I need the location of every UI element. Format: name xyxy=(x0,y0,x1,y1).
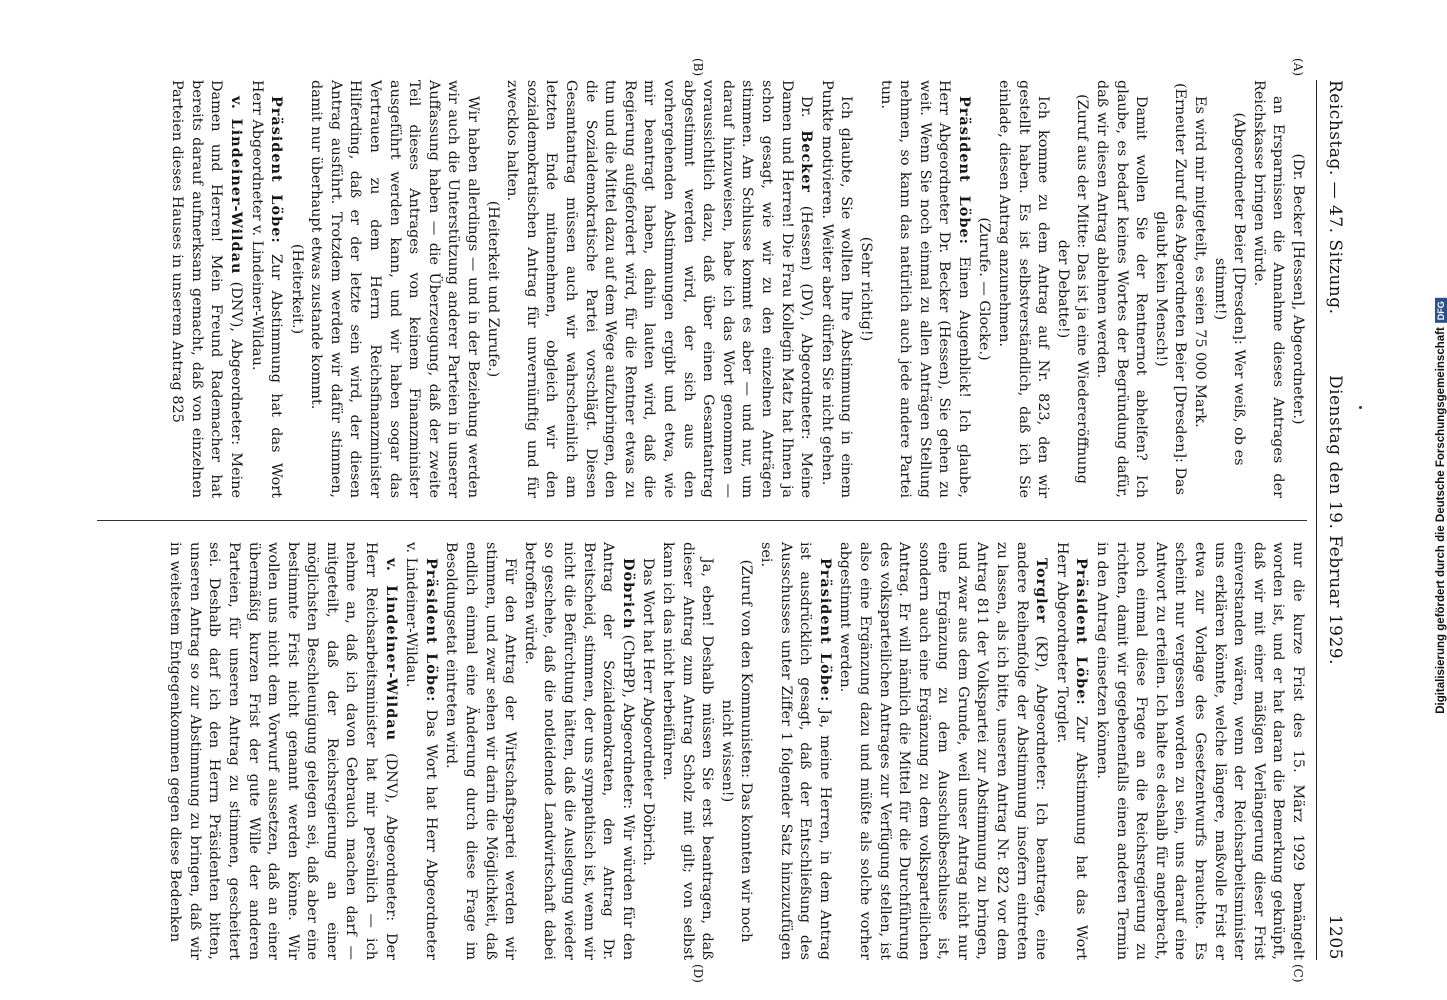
speaker-name: Präsident Löbe: xyxy=(955,96,973,245)
paragraph-text: Das Wort hat Herr Abgeordneter Döbrich. xyxy=(640,558,657,866)
speaker-name: Becker xyxy=(798,130,816,193)
paragraph xyxy=(519,542,638,960)
paragraph-text: Ich glaubte, Sie wollten Ihre Abstimmung in einem Punkte motivieren. Weiter aber dürfen Sie nicht gehen. xyxy=(818,80,855,498)
interjection xyxy=(1052,80,1091,498)
paragraph-text: (DNV), Abgeordneter: Der Herr Reichsarbeitsminister hat mir persönlich — ich nehme an, daß ich davon Gebrauch machen darf — mitgeteilt, daß der Reichsregierung an einer möglichsten Beschleunigung gelegen sei, daß aber eine bestimmte Frist nicht genannt werden könne. Wir wollen uns nicht dem Vorwurf aussetzen, daß an einer übermäßig kurzen Frist der gute Wille der anderen Parteien, für unseren Antrag zu stimmen, gescheitert sei. Deshalb darf ich den Herrn Präsidenten bitten, unseren Antrag so zur Abstimmung zu bringen, daß wir in weitestem Entgegenkommen gegen diese Bedenken xyxy=(167,542,399,960)
paragraph-text: Zur Abstimmung hat das Wort Herr Abgeordneter Torgler. xyxy=(1053,542,1090,960)
digitization-note xyxy=(1435,298,1447,714)
paragraph xyxy=(657,542,716,960)
paragraph xyxy=(638,542,658,960)
paragraph-text: Das Wort hat Herr Abgeordneter v. Lindeiner-Wildau. xyxy=(403,542,439,960)
paragraph xyxy=(1091,542,1307,960)
paragraph-text: (ChrBP), Abgeordneter: Wir würden für den Antrag der Sozialdemokraten, den Antrag Dr. Breitscheid, stimmen, der uns sympathisch ist, wenn wir nicht die Befürchtung hätten, daß die Auslegung wieder so geschehe, daß die notleidende Landwirtschaft dabei betroffen würde. xyxy=(521,542,636,960)
paragraph-text: (Zuruf aus der Mitte: Das ist ja eine Wiedereröffnung der Debatte!) xyxy=(1054,94,1091,484)
paragraph-text: Ich komme zu dem Antrag auf Nr. 823, den wir gestellt haben. Es ist selbstverständlich, daß ich Sie einlade, diesen Antrag anzunehmen. xyxy=(996,80,1052,498)
interjection xyxy=(1150,80,1189,498)
paragraph-text: (Abgeordneter Beier [Dresden]: Wer weiß, ob es stimmt!) xyxy=(1211,112,1248,466)
paragraph-text: Wir haben allerdings — und in der Beziehung werden wir auch die Unterstützung anderer Parteien in unserer Auffassung haben — die Überzeugung, daß der zweite Teil dieses Antrages von keinem Finanzminister ausgeführt werden kann, und wir haben sogar das Vertrauen zu dem Herrn Reichsfinanzminister Hilferding, daß er der letzte sein wird, der diesen Antrag ausführt. Trotzdem werden wir dafür stimmen, damit nur überhaupt etwas zustande kommt. xyxy=(308,80,482,498)
paragraph-text: (Dr. Becker [Hessen], Abgeordneter.) xyxy=(1290,153,1306,425)
header-rule xyxy=(1316,80,1317,960)
paragraph-text: nur die kurze Frist des 15. März 1929 bemängelt worden ist, und er hat daran die Bemerkung geknüpft, daß wir mit einer mäßigen Verlängerung dieser Frist einverstanden wären, wenn der Reichsarbeitsminister uns erklären könnte, welche längere, maßvolle Frist er etwa zur Vorlage des Gesetzentwurfs brauchte. Es scheint nur vergessen worden zu sein, uns darauf eine Antwort zu erteilen. Ich halte es deshalb für angebracht, noch einmal diese Frage an die Reichsregierung zu richten, damit wir gegebenenfalls einen anderen Termin in den Antrag einsetzen können. xyxy=(1094,542,1306,960)
paragraph-text: (KP), Abgeordneter: Ich beantrage, eine andere Reihenfolge der Abstimmung insofern eintreten zu lassen, als ich bitte, unseren Antrag Nr. 822 vor dem Antrag 811 der Volkspartei zur Abstimmung zu bringen, und zwar aus dem Grunde, weil unser Antrag nicht nur eine Ergänzung zu dem Ausschußbeschlusse ist, sondern auch eine Ergänzung zu dem volksparteilichen Antrag. Er will nämlich die Mittel für die Durchführung des volksparteilichen Antrages zur Verfügung stellen, ist also eine Ergänzung dazu und müßte als solche vorher abgestimmt werden. xyxy=(837,542,1050,960)
page-header xyxy=(1319,80,1345,960)
speaker-name: Präsident Löbe: xyxy=(422,558,440,703)
interjection xyxy=(1209,80,1248,498)
paragraph-text: Zur Abstimmung hat das Wort Herr Abgeordneter v. Lindeiner-Wildau. xyxy=(248,80,285,498)
paragraph-text: Damit wollen Sie der Rentnernot abhelfen? Ich glaube, es bedarf keines Wortes der Begründung dafür, daß wir diesen Antrag ablehnen werden. xyxy=(1094,80,1150,498)
speaker-name: v. Lindeiner-Wildau xyxy=(227,96,245,275)
paragraph xyxy=(502,80,817,498)
paragraph-text: Einen Augenblick! Ich glaube, Herr Abgeordneter Dr. Becker (Hessen), Sie gehen zu weit. Wenn Sie noch einmal zu allen Anträgen Stellung nehmen, so kann das natürlich auch jede andere Partei tun. xyxy=(877,80,972,498)
margin-marker-b: (B) xyxy=(691,58,705,77)
paragraph-text: Für den Antrag der Wirtschaftspartei werden wir stimmen, und zwar sehen wir darin die Möglichkeit, daß endlich einmal eine Änderung durch diese Frage im Besoldungsetat eintreten wird. xyxy=(443,542,519,960)
paragraph xyxy=(816,80,855,498)
paragraph-text: Ja, meine Herren, in dem Antrag ist ausdrücklich gesagt, daß der Entschließung des Ausschusses unter Ziffer 1 folgender Satz hinzuzufügen sei. xyxy=(757,542,833,960)
paragraph xyxy=(1189,80,1209,498)
paragraph-text: (Sehr richtig!) xyxy=(857,236,874,342)
digitization-text: Digitalisierung gefördert durch die Deutsche Forschungsgemeinschaft xyxy=(1435,327,1447,714)
paragraph xyxy=(994,80,1053,498)
paragraph-text: (Zuruf von den Kommunisten: Das konnten wir noch nicht wissen!) xyxy=(718,559,755,943)
paragraph-text: Ja, eben! Deshalb müssen Sie erst beantragen, daß dieser Antrag zum Antrag Scholz mit gilt; von selbst kann ich das nicht herbeiführen. xyxy=(660,542,716,960)
paragraph xyxy=(306,80,482,498)
paragraph xyxy=(401,542,441,960)
paragraph-text: (DNV), Abgeordneter: Meine Damen und Herren! Mein Freund Rademacher hat bereits darauf aufmerksam gemacht, daß von einzelnen Parteien dieses Hauses in unserem Antrag 825 xyxy=(169,80,244,498)
paragraph xyxy=(1248,80,1287,498)
interjection xyxy=(482,80,502,498)
paragraph-text: (Heiterkeit und Zurufe.) xyxy=(484,200,501,378)
paragraph-text: (Erneuter Zuruf des Abgeordneten Beier [Dresden]: Das glaubt kein Mensch!) xyxy=(1152,83,1189,495)
left-column xyxy=(92,80,1307,498)
paragraph xyxy=(441,542,519,960)
paragraph-text: Es wird mir mitgeteilt, es seien 75 000 Mark. xyxy=(1192,96,1209,428)
margin-marker-c: (C) xyxy=(1291,964,1305,983)
margin-marker-a: (A) xyxy=(1291,58,1305,77)
interjection xyxy=(716,542,755,960)
paragraph-text: (Zurufe. — Glocke.) xyxy=(976,217,993,361)
paragraph-text: (Heiterkeit.) xyxy=(288,243,305,335)
header-left: Reichstag. — 47. Sitzung. xyxy=(1325,80,1345,315)
header-date: Dienstag den 19. Februar 1929. xyxy=(1325,374,1345,665)
paragraph xyxy=(246,80,286,498)
speaker-name: Präsident Löbe: xyxy=(1073,558,1091,706)
dfg-logo: DFG xyxy=(1435,298,1447,323)
paragraph xyxy=(1091,80,1150,498)
paragraph-text: an Ersparnissen die Annahme dieses Antrages der Reichskasse bringen würde. xyxy=(1250,80,1287,498)
paragraph xyxy=(1051,542,1091,960)
speaker-name: Döbrich xyxy=(619,558,637,630)
paragraph xyxy=(167,80,246,498)
paragraph xyxy=(835,542,1052,960)
interjection xyxy=(286,80,306,498)
speaker-name: v. Lindeiner-Wildau xyxy=(382,558,400,742)
speaker-name: Torgler xyxy=(1033,558,1051,624)
speaker-name: Präsident Löbe: xyxy=(268,96,286,244)
page-number: 1205 xyxy=(1325,914,1345,960)
paragraph xyxy=(875,80,974,498)
margin-marker-d: (D) xyxy=(691,964,705,983)
speaker-title: Dr. xyxy=(798,96,815,131)
column-divider xyxy=(97,520,1307,521)
scan-speck xyxy=(1359,406,1362,409)
paragraph xyxy=(755,542,834,960)
right-column xyxy=(92,542,1307,960)
paragraph-text: (Hessen) (DV), Abgeordneter: Meine Damen und Herren! Die Frau Kollegin Matz hat Ihnen ja schon gesagt, wie wir zu den einzelnen Anträgen stimmen. Am Schlusse kommt es aber — und nur, um darauf hinzuweisen, habe ich das Wort genommen — voraussichtlich dazu, daß über einen Gesamtantrag abgestimmt werden wird, der sich aus den vorhergehenden Abstimmungen ergibt und etwa, wie mir beantragt haben, dahin lauten wird, daß die Regierung aufgefordert wird, für die Rentner etwas zu tun und die Mittel dazu auf dem Wege aufzubringen, den die Sozialdemokratische Partei vorschlägt. Diesen Gesamtantrag müssen auch wir wahrscheinlich am letzten Ende mitannehmen, obgleich wir den sozialdemokratischen Antrag für unvernünftig und für zwecklos halten. xyxy=(504,80,815,499)
speaker-name: Präsident Löbe: xyxy=(816,558,834,703)
interjection xyxy=(1287,80,1307,498)
paragraph xyxy=(165,542,401,960)
interjection xyxy=(974,80,994,498)
interjection xyxy=(855,80,875,498)
newspaper-page xyxy=(80,58,1345,983)
